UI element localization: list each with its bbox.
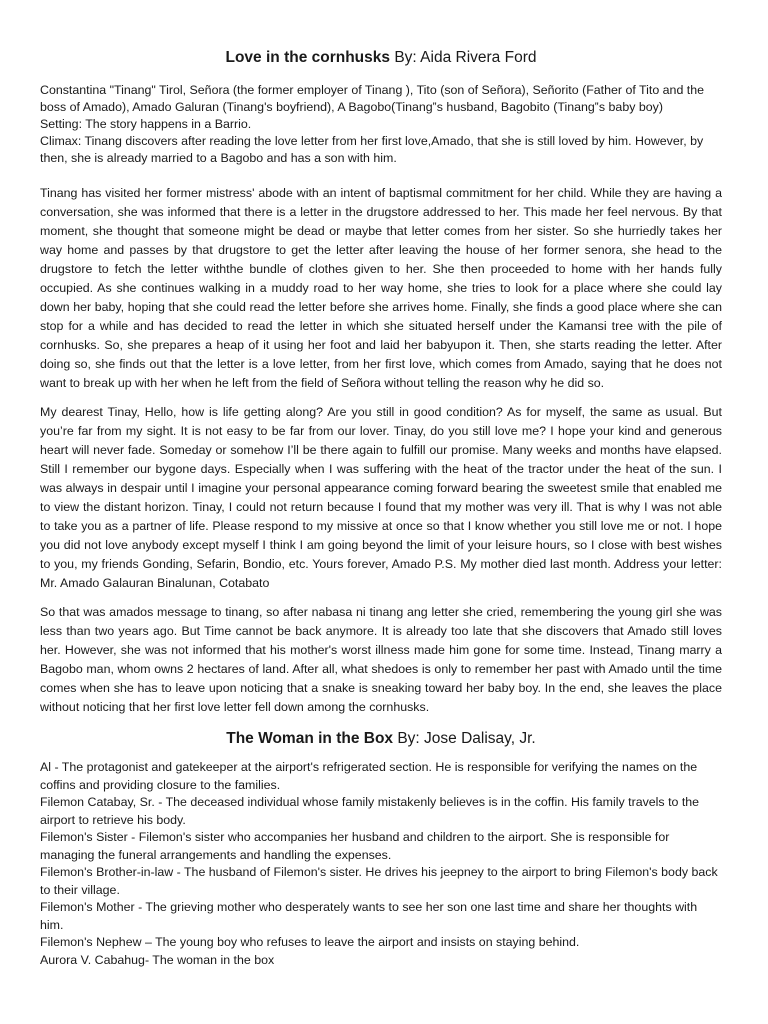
story1-climax: Climax: Tinang discovers after reading the love letter from her first love,Amado, that she is still loved by him. However, by then, she is already married to a Bagobo and has a son with him. xyxy=(40,134,704,165)
spacer xyxy=(40,167,722,184)
character-entry: Filemon's Brother-in-law - The husband of Filemon's sister. He drives his jeepney to the airport to bring Filemon's body back to their village. xyxy=(40,865,718,897)
story1-summary-paragraph: Tinang has visited her former mistress' abode with an intent of baptismal commitment for her child. While they are having a conversation, she was informed that there is a letter in the drugstore addressed to her. This made her feel nervous. By that moment, she thought that someone might be dead or maybe that letter comes from her sister. So she hurriedly takes her way home and passes by that drugstore to get the letter after leaving the house of her former senora, she head to the drugstore to fetch the letter withthe bundle of clothes given to her. She then proceeded to home with her hands fully occupied. As she continues walking in a muddy road to her way home, she tries to look for a place where she could lay down her baby, hoping that she could read the letter before she arrives home. Finally, she finds a good place where she can stop for a while and has decided to read the letter in which she situated herself under the Kamansi tree with the pile of cornhusks. So, she prepares a heap of it using her foot and laid her babyupon it. Then, she starts reading the letter. After doing so, she finds out that the letter is a love letter, from her first love, which comes from Amado, saying that he does not want to break up with her when he left from the field of Señora without telling the reason why he did so. xyxy=(40,186,722,390)
character-entry: Al - The protagonist and gatekeeper at the airport's refrigerated section. He is responsible for verifying the names on the coffins and providing closure to the families. xyxy=(40,760,698,792)
story1-heading xyxy=(40,48,722,68)
story1-meta xyxy=(40,82,722,167)
story1-byline: By: Aida Rivera Ford xyxy=(394,49,537,66)
character-entry: Filemon's Mother - The grieving mother who desperately wants to see her son one last time and share her thoughts with him. xyxy=(40,900,698,932)
story2-title: The Woman in the Box xyxy=(226,730,394,747)
character-entry: Filemon's Nephew – The young boy who refuses to leave the airport and insists on staying behind. xyxy=(40,935,580,949)
story2-character-list xyxy=(40,759,722,969)
character-entry: Filemon Catabay, Sr. - The deceased individual whose family mistakenly believes is in the coffin. His family travels to the airport to retrieve his body. xyxy=(40,795,700,827)
story1-ending-paragraph: So that was amados message to tinang, so after nabasa ni tinang ang letter she cried, remembering the young girl she was less than two years ago. But Time cannot be back anymore. It is already too late that she discovers that Amado still loves her. However, she was not informed that his mother's worst illness made him gone for some time. Instead, Tinang marry a Bagobo man, whom owns 2 hectares of land. After all, what shedoes is only to remember her past with Amado until the time comes when she has to leave upon noticing that a snake is sneaking toward her baby boy. In the end, she leaves the place without noticing that her first love letter fell down among the cornhusks. xyxy=(40,605,722,714)
character-entry: Filemon's Sister - Filemon's sister who accompanies her husband and children to the airport. She is responsible for managing the funeral arrangements and handling the expenses. xyxy=(40,830,670,862)
story2-heading xyxy=(40,729,722,749)
story1-letter-paragraph: My dearest Tinay, Hello, how is life getting along? Are you still in good condition? As for myself, the same as usual. But you’re far from my sight. It is not easy to be far from our lover. Tinay, do you still love me? I hope your kind and generous heart will never fade. Someday or somehow I’ll be there again to fulfill our promise. Many weeks and months have elapsed. Still I remember our bygone days. Especially when I was suffering with the heat of the tractor under the heat of the sun. I was always in despair until I imagine your personal appearance coming forward bearing the sweetest smile that enabled me to view the distant horizon. Tinay, I could not return because I found that my mother was very ill. That is why I was not able to take you as a partner of life. Please respond to my missive at once so that I know whether you still love me or not. I hope you did not love anybody except myself I think I am going beyond the limit of your leisure hours, so I close with best wishes to you, my friends Gonding, Sefarin, Bondio, etc. Yours forever, Amado P.S. My mother died last month. Address your letter: Mr. Amado Galauran Binalunan, Cotabato xyxy=(40,405,722,590)
character-entry: Aurora V. Cabahug- The woman in the box xyxy=(40,952,275,967)
story1-characters: Constantina "Tinang" Tirol, Señora (the former employer of Tinang ), Tito (son of Señora), Señorito (Father of Tito and the boss of Amado), Amado Galuran (Tinang's boyfriend), A Bagobo(Tinang‟s husband, Bagobito (Tinang‟s baby boy) xyxy=(40,83,704,114)
story1-title: Love in the cornhusks xyxy=(225,49,391,66)
story1-setting: Setting: The story happens in a Barrio. xyxy=(40,117,252,131)
story2-byline: By: Jose Dalisay, Jr. xyxy=(397,730,536,747)
